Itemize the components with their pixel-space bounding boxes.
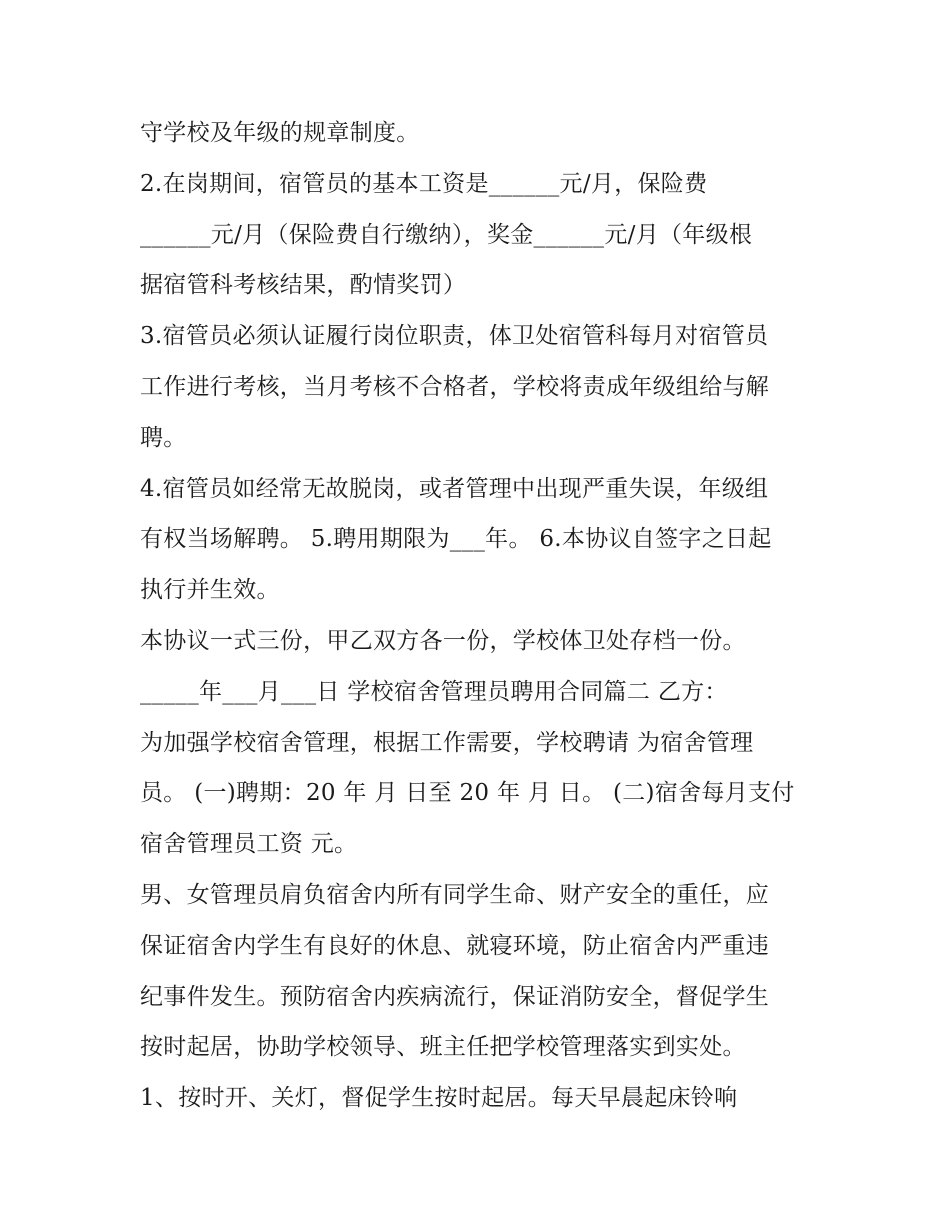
text-line: 有权当场解聘。 5.聘用期限为___年。 6.本协议自签字之日起 — [140, 526, 772, 553]
text-line: _____年___月___日 学校宿舍管理员聘用合同篇二 乙方： — [140, 678, 728, 705]
text-line: 宿舍管理员工资 元。 — [140, 831, 358, 858]
text-line: 保证宿舍内学生有良好的休息、就寝环境，防止宿舍内严重违 — [140, 932, 770, 959]
text-line: 聘。 — [140, 424, 187, 451]
text-line: 执行并生效。 — [140, 577, 280, 604]
document-body — [140, 108, 820, 1124]
text-line: 据宿管科考核结果，酌情奖罚） — [140, 272, 467, 299]
text-line: 工作进行考核，当月考核不合格者，学校将责成年级组给与解 — [140, 373, 770, 400]
text-line: 1、按时开、关灯，督促学生按时起居。每天早晨起床铃响 — [140, 1085, 738, 1112]
text-line: 2.在岗期间，宿管员的基本工资是______元/月，保险费 — [140, 170, 708, 197]
text-line: 3.宿管员必须认证履行岗位职责，体卫处宿管科每月对宿管员 — [140, 323, 769, 350]
text-line: 男、女管理员肩负宿舍内所有同学生命、财产安全的重任，应 — [140, 881, 770, 908]
text-line: 按时起居，协助学校领导、班主任把学校管理落实到实处。 — [140, 1034, 746, 1061]
text-line: ______元/月（保险费自行缴纳），奖金______元/月（年级根 — [140, 221, 753, 248]
text-line: 纪事件发生。预防宿舍内疾病流行，保证消防安全，督促学生 — [140, 983, 770, 1010]
text-line: 本协议一式三份，甲乙双方各一份，学校体卫处存档一份。 — [140, 627, 746, 654]
text-line: 为加强学校宿舍管理，根据工作需要，学校聘请 为宿舍管理 — [140, 729, 754, 756]
text-line: 4.宿管员如经常无故脱岗，或者管理中出现严重失误，年级组 — [140, 475, 769, 502]
text-line: 员。 (一)聘期：20 年 月 日至 20 年 月 日。 (二)宿舍每月支付 — [140, 780, 795, 807]
text-line: 守学校及年级的规章制度。 — [140, 120, 420, 146]
